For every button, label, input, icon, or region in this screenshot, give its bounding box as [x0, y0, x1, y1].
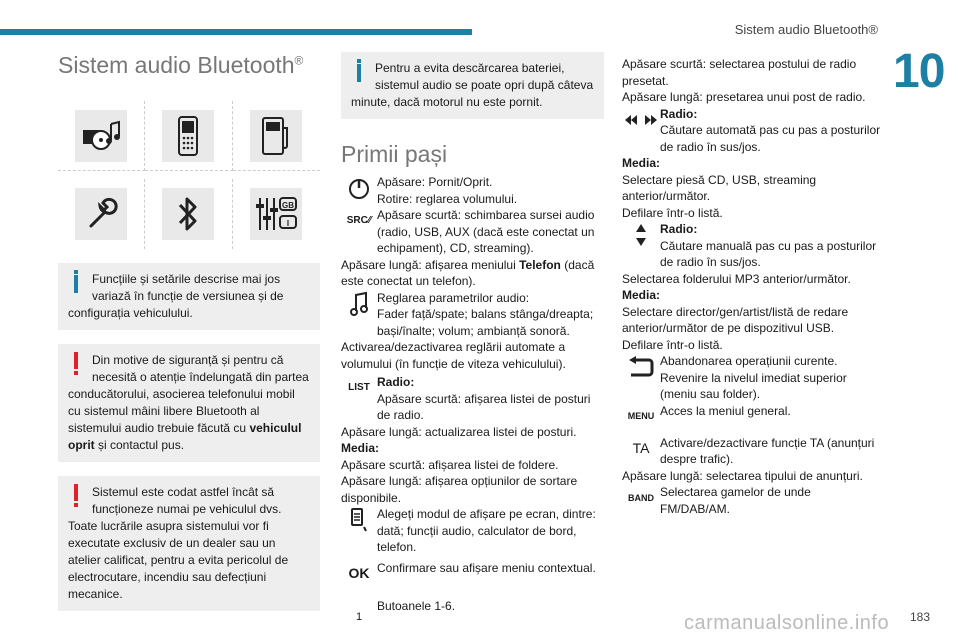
power-icon: [341, 174, 377, 202]
svg-text:GB: GB: [282, 201, 295, 210]
section-title: Primii pași: [341, 141, 448, 167]
warning-note-safety: Din motive de siguranță și pentru că necesită o atenție îndelungată din partea conducătorului, asocierea telefonului mobil cu sistemul mâini libere Bluetooth al sistemului audio trebuie făcută cu vehiculul oprit și contactul pus.: [58, 344, 320, 462]
warning-icon: [68, 484, 92, 518]
ta-icon: TA: [632, 440, 650, 457]
column-1: [58, 52, 320, 611]
info-icon: [351, 60, 375, 94]
page-title: Sistem audio Bluetooth®: [58, 52, 304, 78]
warning-icon: [68, 352, 92, 386]
number-button-icon: 1: [355, 611, 363, 623]
power-description: Apăsare: Pornit/Oprit. Rotire: reglarea volumului. SRC ⁄⁄ Apăsare scurtă: schimbarea sursei audio (radio, USB, AUX (dacă este conectat un echipament), CD, streaming). Apăsare lungă: afișarea meniului Telefon (dacă este conectat un telefon). Reglarea parametrilor audio: Fader față/spate; balans stânga/dreapta; bași/înalte; volum; ambianță sonoră. Activarea/dezactivarea reglării automate a volumului (în funcție de viteza vehiculului). LIST Radio: Apăsare scurtă: afișarea listei de posturi de radio. Apăsare lungă: actualizarea listei de posturi. Media: Apăsare scurtă: afișarea listei de foldere. Apăsare lungă: afișarea opțiunilor de sortare disponibile. Alegeți modul de afișare pe ecran, dintre: dată; funcții audio, calculator de bord, telefon. OK Confirmare sau afișare meniu contextual. 1 Butoanele 1-6.: [341, 174, 604, 626]
phone-icon: [162, 110, 214, 162]
up-down-arrows-icon: [622, 221, 660, 249]
bluetooth-icon: [162, 188, 214, 240]
column-2: [341, 52, 604, 626]
list-icon: LIST: [348, 381, 370, 393]
menu-icon: MENU: [627, 411, 655, 422]
ok-icon: OK: [348, 565, 370, 582]
fuel-pump-icon: [250, 110, 302, 162]
info-icon: [68, 271, 92, 305]
watermark: carmanualsonline.info: [684, 612, 890, 634]
display-mode-icon: [341, 506, 377, 534]
header-accent-bar: [0, 29, 472, 35]
src-icon: SRC ⁄⁄: [346, 214, 372, 226]
seek-arrows-icon: [622, 106, 660, 134]
wrench-icon: [75, 188, 127, 240]
running-header: Sistem audio Bluetooth®: [734, 22, 878, 37]
band-icon: BAND: [628, 492, 654, 503]
column-3: Apăsare scurtă: selectarea postului de radio presetat. Apăsare lungă: presetarea unui post de radio. Radio: Căutare automată pas cu pas a posturilor de radio în sus/jos. Media: Selectare piesă CD, USB, streaming anterior/următor. Defilare într-o listă. Radio: Căutare manuală pas cu pas a posturilor de radio în sus/jos. Selectarea folderului MP3 anterior/următor. Media: Selectare director/gen/artist/listă de redare anterior/următor de pe dispozitivul USB. Defilare într-o listă. Abandonarea operațiunii curente. Revenire la nivelul imediat superior (meniu sau folder). MENU Acces la meniul general. TA Activare/dezactivare funcție TA (anunțuri despre trafic). Apăsare lungă: selectarea tipului de anunțuri. BAND Selectarea gamelor de unde FM/DAB/AM.: [622, 57, 881, 516]
language-settings-icon: [250, 188, 302, 240]
info-note: Funcțiile și setările descrise mai jos variază în funcție de versiunea și de configurația vehiculului.: [58, 263, 320, 330]
info-note-battery: Pentru a evita descărcarea bateriei, sistemul audio se poate opri după câteva minute, dacă motorul nu este pornit.: [341, 52, 604, 119]
back-icon: [622, 353, 660, 381]
icon-grid: [58, 101, 320, 249]
music-note-icon: [341, 290, 377, 318]
chapter-number: 10: [893, 45, 945, 98]
warning-note-coding: Sistemul este codat astfel încât să funcționeze numai pe vehiculul dvs. Toate lucrările asupra sistemului vor fi executate exclusiv de un dealer sau un atelier calificat, pentru a evita pericolul de electrocutare, incendiu sau defecțiuni mecanice.: [58, 476, 320, 611]
page-number: 183: [909, 610, 930, 624]
media-icon: [75, 110, 127, 162]
svg-text:I: I: [287, 219, 290, 228]
